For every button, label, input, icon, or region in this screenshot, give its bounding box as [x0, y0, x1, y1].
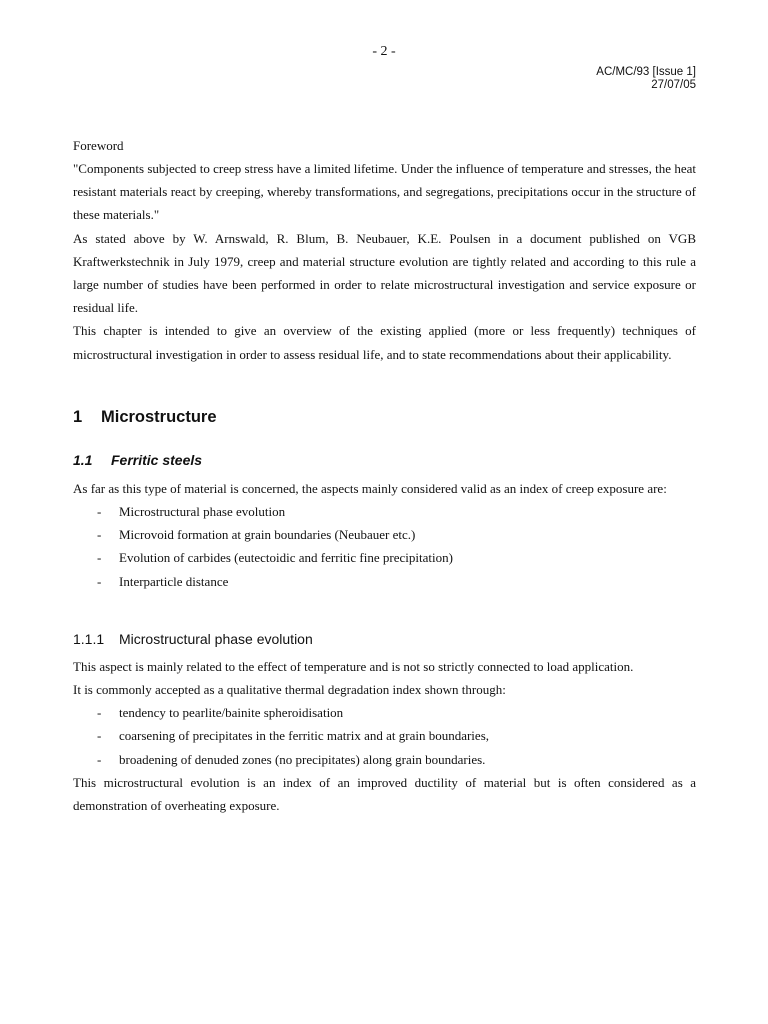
dash-bullet: -: [97, 751, 102, 767]
document-reference: [596, 66, 696, 92]
page-content: [73, 134, 696, 817]
dash-bullet: -: [97, 573, 102, 589]
list-item-text: Evolution of carbides (eutectoidic and ferritic fine precipitation): [119, 550, 453, 566]
document-code: AC/MC/93 [Issue 1]: [596, 66, 696, 78]
creep-index-list: [73, 500, 696, 593]
list-item-text: coarsening of precipitates in the ferritic matrix and at grain boundaries,: [119, 728, 489, 744]
list-item-text: tendency to pearlite/bainite spheroidisation: [119, 705, 344, 721]
subsection-heading-ferritic-steels: [73, 449, 696, 471]
dash-bullet: -: [97, 705, 102, 721]
section-title: Microstructure: [101, 407, 217, 426]
list-item: [73, 523, 696, 546]
degradation-index-list: [73, 701, 696, 771]
document-date: 27/07/05: [651, 79, 696, 91]
foreword-quote: "Components subjected to creep stress have a limited lifetime. Under the influence of temperature and stresses, the heat resistant materials react by creeping, whereby transformations, and segregations, precipitations occur in the structure of these materials.": [73, 161, 696, 223]
section-number: 1: [73, 407, 83, 426]
foreword-paragraph-2: This chapter is intended to give an overview of the existing applied (more or less frequently) techniques of microstructural investigation in order to assess residual life, and to state recommendations about their applicability.: [73, 323, 696, 362]
foreword-label: Foreword: [73, 138, 124, 153]
subsubsection-title: Microstructural phase evolution: [119, 630, 313, 647]
dash-bullet: -: [97, 527, 102, 543]
list-item-text: Microstructural phase evolution: [119, 504, 286, 520]
dash-bullet: -: [97, 728, 102, 744]
list-item: [73, 748, 696, 771]
phase-evolution-line-1: This aspect is mainly related to the effect of temperature and is not so strictly connected to load application.: [73, 658, 634, 674]
section-heading-microstructure: [73, 405, 696, 429]
list-item: [73, 724, 696, 747]
list-item: [73, 546, 696, 569]
subsubsection-heading-phase-evolution: [73, 628, 696, 650]
subsection-title: Ferritic steels: [111, 451, 203, 468]
subsubsection-number: 1.1.1: [73, 630, 105, 647]
subsection-number: 1.1: [73, 451, 93, 468]
foreword-paragraph-1: As stated above by W. Arnswald, R. Blum, B. Neubauer, K.E. Poulsen in a document published on VGB Kraftwerkstechnik in July 1979, creep and material structure evolution are tightly related and according to this rule a large number of studies have been performed in order to relate microstructural investigation and service exposure or residual life.: [73, 230, 696, 316]
page-number: - 2 -: [372, 44, 396, 59]
list-item: [73, 570, 696, 593]
list-item-text: Microvoid formation at grain boundaries (Neubauer etc.): [119, 527, 416, 543]
list-item: [73, 500, 696, 523]
list-item-text: broadening of denuded zones (no precipitates) along grain boundaries.: [119, 751, 486, 767]
phase-evolution-line-2: It is commonly accepted as a qualitative thermal degradation index shown through:: [73, 682, 506, 698]
phase-evolution-closing: This microstructural evolution is an index of an improved ductility of material but is often considered as a demonstration of overheating exposure.: [73, 774, 696, 814]
list-item-text: Interparticle distance: [119, 573, 229, 589]
ferritic-steels-intro: As far as this type of material is concerned, the aspects mainly considered valid as an index of creep exposure are:: [73, 480, 667, 496]
dash-bullet: -: [97, 504, 102, 520]
list-item: [73, 701, 696, 724]
dash-bullet: -: [97, 550, 102, 566]
